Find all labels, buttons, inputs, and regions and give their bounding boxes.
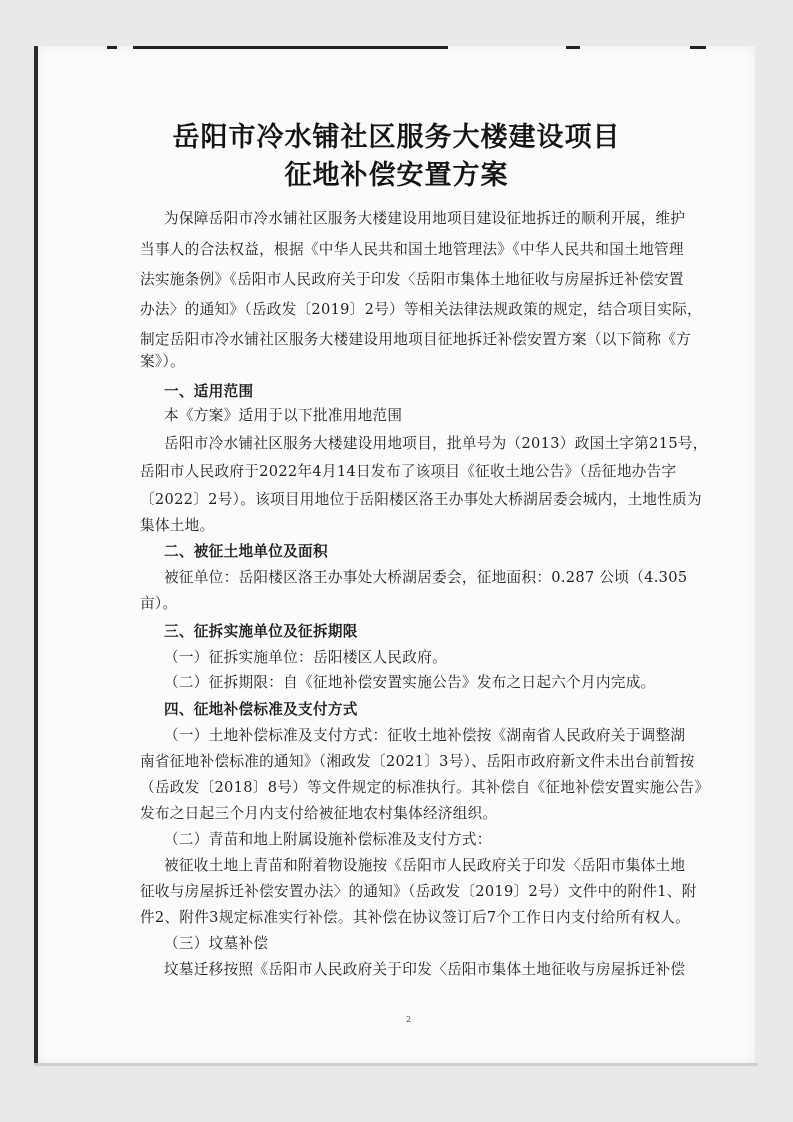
paragraph-line: 征收与房屋拆迁补偿安置办法〉的通知》（岳政发〔2019〕2号）文件中的附件1、附	[140, 883, 697, 900]
paragraph-line: （二）征拆期限：自《征地补偿安置实施公告》发布之日起六个月内完成。	[164, 674, 656, 691]
paragraph-line: 亩）。	[140, 595, 178, 612]
paragraph-line: 被征单位：岳阳楼区洛王办事处大桥湖居委会，征地面积：0.287 公顷（4.305	[164, 569, 688, 586]
paragraph-line: （二）青苗和地上附属设施补偿标准及支付方式：	[164, 831, 492, 848]
section-heading: 二、被征土地单位及面积	[164, 543, 328, 560]
paragraph-line: 为保障岳阳市冷水铺社区服务大楼建设用地项目建设征地拆迁的顺利开展，维护	[164, 210, 686, 227]
paragraph-line: （一）土地补偿标准及支付方式：征收土地补偿按《湖南省人民政府关于调整湖	[164, 727, 686, 744]
paragraph-line: 制定岳阳市冷水铺社区服务大楼建设用地项目征地拆迁补偿安置方案（以下简称《方	[140, 331, 692, 348]
scan-top-mark	[107, 46, 117, 49]
paragraph-line: （三）坟墓补偿	[164, 935, 269, 952]
paragraph-line: 法实施条例》《岳阳市人民政府关于印发〈岳阳市集体土地征收与房屋拆迁补偿安置	[140, 271, 684, 288]
scan-top-mark	[133, 46, 448, 49]
paragraph-line: 〔2022〕2号）。该项目用地位于岳阳楼区洛王办事处大桥湖居委会城内，土地性质为	[140, 491, 702, 508]
paragraph-line: 件2、附件3规定标准实行补偿。其补偿在协议签订后7个工作日内支付给所有权人。	[140, 909, 691, 926]
paragraph-line: 本《方案》适用于以下批准用地范围	[164, 407, 403, 424]
paragraph-line: 集体土地。	[140, 517, 215, 534]
paragraph-line: 发布之日起三个月内支付给被征地农村集体经济组织。	[140, 805, 498, 822]
paragraph-line: 被征收土地上青苗和附着物设施按《岳阳市人民政府关于印发〈岳阳市集体土地	[164, 857, 686, 874]
scan-left-edge	[34, 46, 38, 1064]
paragraph-line: 办法〉的通知》（岳政发〔2019〕2号）等相关法律法规政策的规定，结合项目实际，	[140, 301, 702, 318]
scan-top-mark	[690, 46, 706, 49]
paragraph-line: 坟墓迁移按照《岳阳市人民政府关于印发〈岳阳市集体土地征收与房屋拆迁补偿	[164, 961, 686, 978]
paragraph-line: （一）征拆实施单位：岳阳楼区人民政府。	[164, 649, 447, 666]
document-title-line-1: 岳阳市冷水铺社区服务大楼建设项目	[172, 122, 621, 153]
scan-top-mark	[566, 46, 580, 49]
paragraph-line: 当事人的合法权益，根据《中华人民共和国土地管理法》《中华人民共和国土地管理	[140, 241, 684, 258]
scan-bottom-edge	[34, 1063, 758, 1066]
paragraph-line: 岳阳市人民政府于2022年4月14日发布了该项目《征收土地公告》（岳征地办告字	[140, 463, 677, 480]
section-heading: 三、征拆实施单位及征拆期限	[164, 623, 358, 640]
section-heading: 四、征地补偿标准及支付方式	[164, 701, 358, 718]
paragraph-line: 案》）。	[140, 353, 185, 370]
paragraph-line: 南省征地补偿标准的通知》（湘政发〔2021〕3号）、岳阳市政府新文件未出台前暂按	[140, 753, 695, 770]
section-heading: 一、适用范围	[164, 383, 254, 400]
paragraph-line: 岳阳市冷水铺社区服务大楼建设用地项目，批单号为（2013）政国土字第215号，	[164, 435, 708, 452]
paragraph-line: （岳政发〔2018〕8号）等文件规定的标准执行。其补偿自《征地补偿安置实施公告》	[140, 779, 710, 796]
document-title-line-2: 征地补偿安置方案	[284, 160, 509, 191]
page-number: 2	[406, 1015, 412, 1024]
